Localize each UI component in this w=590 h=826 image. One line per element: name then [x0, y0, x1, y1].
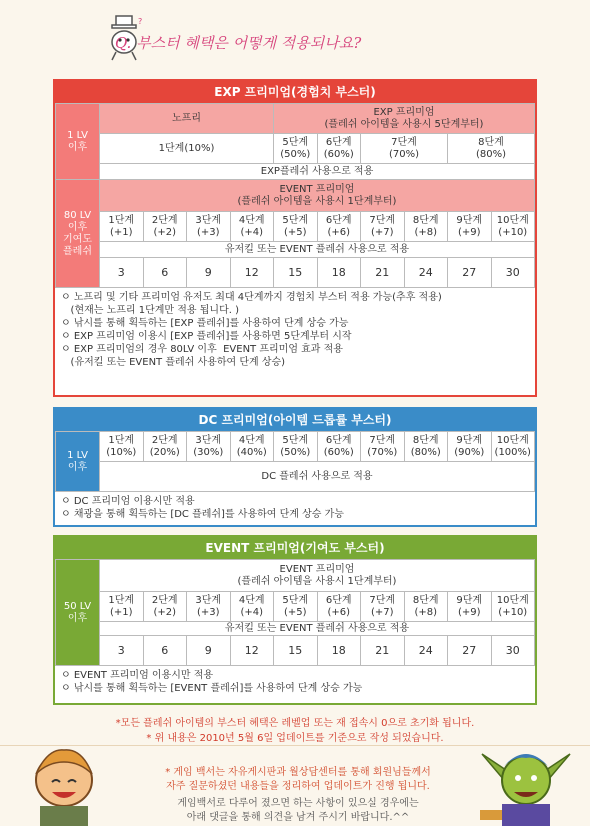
exp-value-cell: 15 [274, 258, 318, 288]
exp-stage-cell: 7단계 (+7) [361, 212, 405, 242]
dc-stage-cell: 4단계 (40%) [230, 432, 274, 462]
exp-stage-cell: 6단계 (+6) [317, 212, 361, 242]
event-stage-cell: 10단계 (+10) [491, 592, 535, 622]
event-value-cell: 24 [404, 636, 448, 666]
event-stage-cell: 1단계 (+1) [100, 592, 144, 622]
dc-notes [55, 492, 535, 524]
exp-stage-5: 5단계 (50%) [274, 134, 318, 164]
exp-stage-6: 6단계 (60%) [317, 134, 361, 164]
exp-normal-col: 노프리 [100, 104, 274, 134]
event-note-line: ㅇ EVENT 프리미엄 이용시만 적용 [61, 670, 214, 681]
event-note-line: ㅇ 낚시를 통해 획득하는 [EVENT 플레쉬]를 사용하여 단계 상승 가능 [61, 683, 363, 694]
exp-value-cell: 27 [448, 258, 492, 288]
exp-premium-panel [53, 79, 537, 397]
exp-note-line: ㅇ EXP 프리미엄 이용시 [EXP 플레쉬]를 사용하면 5단계부터 시작 [61, 331, 352, 342]
event-stage-cell: 3단계 (+3) [187, 592, 231, 622]
page-title: Q. 부스터 혜택은 어떻게 적용되나요? [115, 34, 362, 52]
exp-event-title: EVENT 프리미엄 (플레쉬 아이템을 사용시 1단계부터) [100, 180, 535, 212]
exp-value-cell: 9 [187, 258, 231, 288]
exp-value-cell: 21 [361, 258, 405, 288]
goblin-character-icon [476, 740, 576, 826]
event-value-cell: 3 [100, 636, 144, 666]
dc-stage-cell: 6단계 (60%) [317, 432, 361, 462]
exp-table [55, 103, 535, 288]
event-stage-cell: 6단계 (+6) [317, 592, 361, 622]
dc-stage-cell: 2단계 (20%) [143, 432, 187, 462]
bottom-line-2: 자주 질문하셨던 내용들을 정리하여 업데이트가 진행 됩니다. [166, 781, 430, 792]
event-value-cell: 21 [361, 636, 405, 666]
event-value-cell: 30 [491, 636, 535, 666]
dc-apply-text: DC 플레쉬 사용으로 적용 [100, 462, 535, 492]
exp-note-line: ㅇ EXP 프리미엄의 경우 80LV 이후 EVENT 프리미엄 효과 적용 [61, 344, 343, 355]
bottom-line-4: 아래 댓글을 통해 의견을 남겨 주시기 바랍니다.^^ [186, 812, 410, 823]
exp-premium-col: EXP 프리미엄 (플레쉬 아이템을 사용시 5단계부터) [274, 104, 535, 134]
dc-stage-cell: 8단계 (80%) [404, 432, 448, 462]
exp-stage-cell: 10단계 (+10) [491, 212, 535, 242]
exp-note-line: ㅇ 노프리 및 기타 프리미엄 유저도 최대 4단계까지 경험치 부스터 적용 가능(추후 적용) [61, 292, 442, 303]
exp-value-cell: 30 [491, 258, 535, 288]
footnote-date: * 위 내용은 2010년 5월 6일 업데이트를 기준으로 작성 되었습니다. [146, 733, 444, 744]
exp-value-cell: 12 [230, 258, 274, 288]
event-lv-label: 50 LV 이후 [56, 560, 100, 666]
exp-note-line: (현재는 노프리 1단계만 적용 됩니다. ) [61, 305, 240, 316]
bottom-line-1: * 게임 백서는 자유게시판과 월상담센터를 통해 회원님들께서 [165, 767, 431, 778]
exp-stage-cell: 8단계 (+8) [404, 212, 448, 242]
event-header: EVENT 프리미엄(기여도 부스터) [55, 537, 535, 559]
exp-note-line: (유저킬 또는 EVENT 플레쉬 사용하여 단계 상승) [61, 357, 286, 368]
exp-stage-cell: 4단계 (+4) [230, 212, 274, 242]
dc-premium-panel [53, 407, 537, 527]
event-value-cell: 9 [187, 636, 231, 666]
exp-stage-cell: 3단계 (+3) [187, 212, 231, 242]
exp-stage-8: 8단계 (80%) [448, 134, 535, 164]
exp-stage-cell: 1단계 (+1) [100, 212, 144, 242]
dc-stage-cell: 9단계 (90%) [448, 432, 492, 462]
event-premium-panel [53, 535, 537, 705]
event-value-cell: 27 [448, 636, 492, 666]
exp-value-cell: 18 [317, 258, 361, 288]
exp-normal-stage: 1단계(10%) [100, 134, 274, 164]
event-stage-cell: 4단계 (+4) [230, 592, 274, 622]
dc-stage-cell: 7단계 (70%) [361, 432, 405, 462]
event-stage-cell: 5단계 (+5) [274, 592, 318, 622]
exp-apply-text: EXP플레쉬 사용으로 적용 [100, 164, 535, 180]
event-stage-cell: 9단계 (+9) [448, 592, 492, 622]
exp-stage-cell: 9단계 (+9) [448, 212, 492, 242]
exp-stage-cell: 2단계 (+2) [143, 212, 187, 242]
exp-header: EXP 프리미엄(경험치 부스터) [55, 81, 535, 103]
exp-value-cell: 24 [404, 258, 448, 288]
event-notes [55, 666, 535, 698]
exp-event-apply: 유저킬 또는 EVENT 플레쉬 사용으로 적용 [100, 242, 535, 258]
dc-lv-label: 1 LV 이후 [56, 432, 100, 492]
dc-table [55, 431, 535, 492]
dc-stage-cell: 10단계 (100%) [491, 432, 535, 462]
event-stage-cell: 8단계 (+8) [404, 592, 448, 622]
event-value-cell: 6 [143, 636, 187, 666]
dc-stage-cell: 5단계 (50%) [274, 432, 318, 462]
exp-lv1-label: 1 LV 이후 [56, 104, 100, 180]
exp-lv80-label: 80 LV 이후 기여도 플레쉬 [56, 180, 100, 288]
bottom-line-3: 게임백서로 다루어 졌으면 하는 사항이 있으실 경우에는 [177, 798, 419, 809]
event-title-cell: EVENT 프리미엄 (플레쉬 아이템을 사용시 1단계부터) [100, 560, 535, 592]
dc-note-line: ㅇ DC 프리미엄 이용시만 적용 [61, 496, 195, 507]
event-table [55, 559, 535, 666]
dc-stage-cell: 1단계 (10%) [100, 432, 144, 462]
event-value-cell: 18 [317, 636, 361, 666]
svg-text:?: ? [138, 17, 143, 26]
dc-stage-cell: 3단계 (30%) [187, 432, 231, 462]
boy-character-icon [18, 740, 110, 826]
event-value-cell: 12 [230, 636, 274, 666]
dc-note-line: ㅇ 채광을 통해 획득하는 [DC 플레쉬]를 사용하여 단계 상승 가능 [61, 509, 344, 520]
event-value-cell: 15 [274, 636, 318, 666]
footnote-reset: *모든 플레쉬 아이템의 부스터 혜택은 레벨업 또는 재 접속시 0으로 초기화 됩니다. [115, 718, 475, 729]
exp-note-line: ㅇ 낚시를 통해 획득하는 [EXP 플레쉬]를 사용하여 단계 상승 가능 [61, 318, 349, 329]
dc-header: DC 프리미엄(아이템 드롭률 부스터) [55, 409, 535, 431]
event-apply-text: 유저킬 또는 EVENT 플레쉬 사용으로 적용 [100, 622, 535, 636]
exp-notes [55, 288, 535, 372]
exp-value-cell: 6 [143, 258, 187, 288]
event-stage-cell: 7단계 (+7) [361, 592, 405, 622]
exp-value-cell: 3 [100, 258, 144, 288]
event-stage-cell: 2단계 (+2) [143, 592, 187, 622]
exp-stage-7: 7단계 (70%) [361, 134, 448, 164]
exp-stage-cell: 5단계 (+5) [274, 212, 318, 242]
